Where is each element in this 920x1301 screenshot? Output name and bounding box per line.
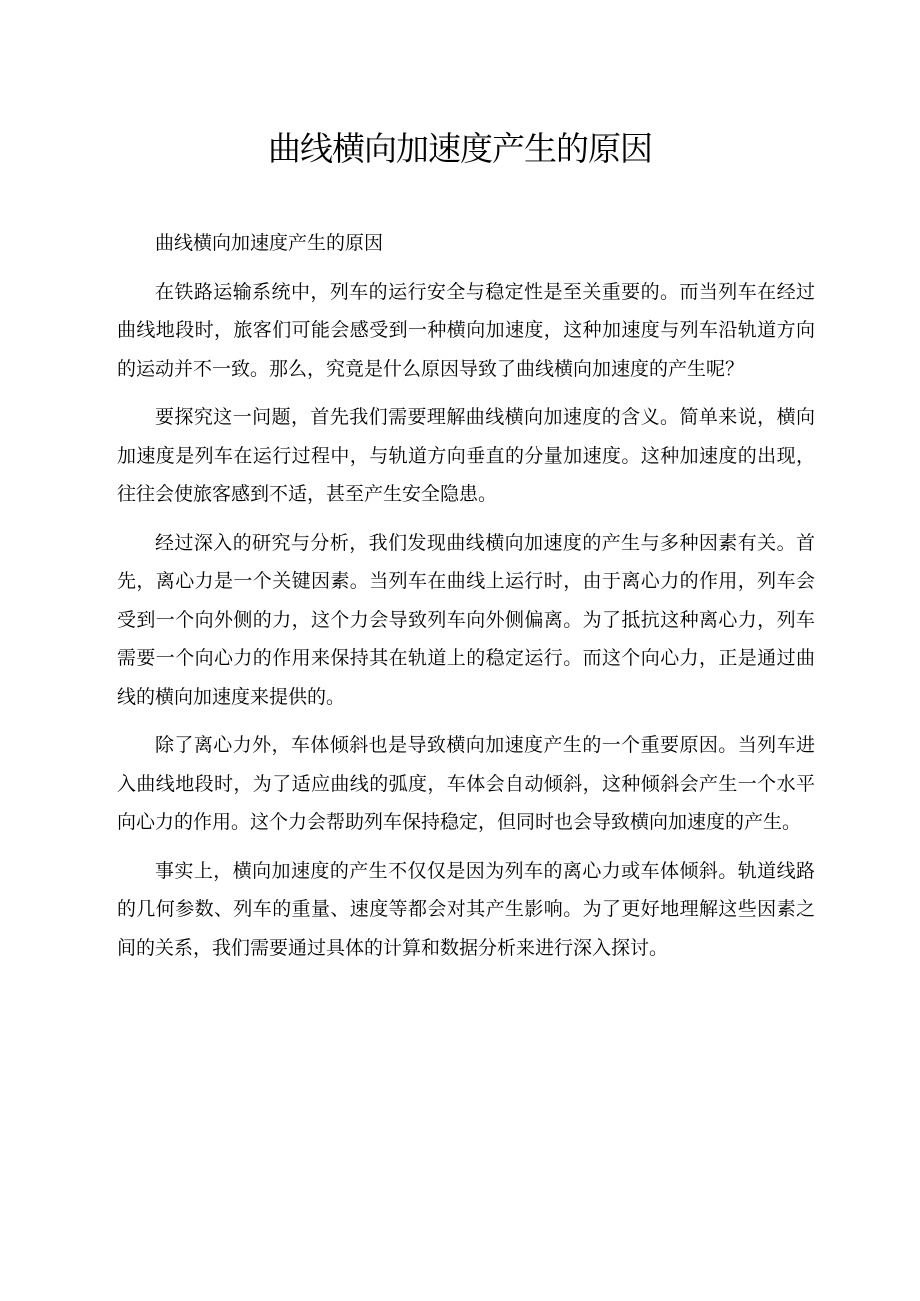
document-body xyxy=(117,224,815,977)
paragraph: 经过深入的研究与分析，我们发现曲线横向加速度的产生与多种因素有关。首先，离心力是一个关键因素。当列车在曲线上运行时，由于离心力的作用，列车会受到一个向外侧的力，这个力会导致列车向外侧偏离。为了抵抗这种离心力，列车需要一个向心力的作用来保持其在轨道上的稳定运行。而这个向心力，正是通过曲线的横向加速度来提供的。 xyxy=(117,531,815,708)
paragraph: 要探究这一问题，首先我们需要理解曲线横向加速度的含义。简单来说，横向加速度是列车在运行过程中，与轨道方向垂直的分量加速度。这种加速度的出现，往往会使旅客感到不适，甚至产生安全隐患。 xyxy=(117,406,815,505)
paragraph-subtitle: 曲线横向加速度产生的原因 xyxy=(155,232,384,254)
paragraph: 事实上，横向加速度的产生不仅仅是因为列车的离心力或车体倾斜。轨道线路的几何参数、列车的重量、速度等都会对其产生影响。为了更好地理解这些因素之间的关系，我们需要通过具体的计算和数据分析来进行深入探讨。 xyxy=(117,859,815,959)
document-title: 曲线横向加速度产生的原因 xyxy=(268,129,652,168)
paragraph: 在铁路运输系统中，列车的运行安全与稳定性是至关重要的。而当列车在经过曲线地段时，旅客们可能会感受到一种横向加速度，这种加速度与列车沿轨道方向的运动并不一致。那么，究竟是什么原因导致了曲线横向加速度的产生呢？ xyxy=(117,280,815,380)
paragraph: 除了离心力外，车体倾斜也是导致横向加速度产生的一个重要原因。当列车进入曲线地段时，为了适应曲线的弧度，车体会自动倾斜，这种倾斜会产生一个水平向心力的作用。这个力会帮助列车保持稳定，但同时也会导致横向加速度的产生。 xyxy=(117,734,815,833)
